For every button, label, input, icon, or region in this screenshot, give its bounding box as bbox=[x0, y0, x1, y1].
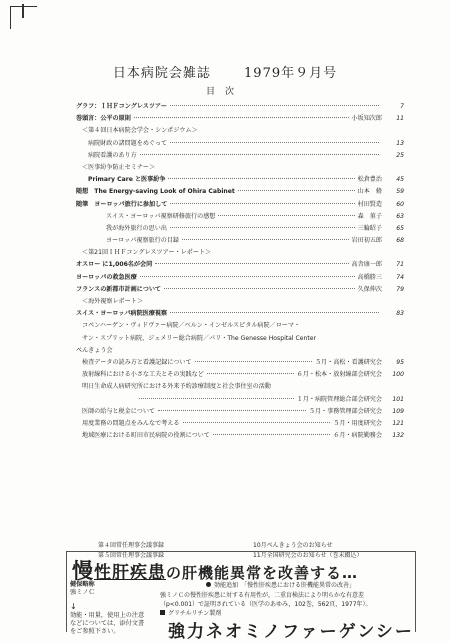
toc-page: 121 bbox=[392, 419, 404, 427]
page-header bbox=[0, 62, 450, 81]
toc-author: ５月・用度研究会 bbox=[333, 419, 382, 427]
toc-page: 59 bbox=[396, 188, 404, 196]
toc-author: ５月・高松・看護研究会 bbox=[314, 358, 382, 366]
toc-page: 11 bbox=[396, 115, 404, 123]
toc-leader bbox=[164, 288, 355, 289]
toc-entry bbox=[76, 394, 404, 406]
toc-page: 60 bbox=[396, 200, 404, 208]
toc-title: 医師の給与と税金について bbox=[82, 407, 156, 415]
toc-title: 随想 The Energy-saving Look of Ohira Cabinet bbox=[76, 188, 235, 196]
toc-entry bbox=[76, 101, 404, 113]
toc-author: 小坂知次郎 bbox=[351, 115, 382, 123]
toc-title: 病院財政の諸問題をめぐって bbox=[88, 139, 168, 147]
toc-entry bbox=[76, 199, 404, 211]
toc-title: 用度業務の問題点をみんなで考える bbox=[82, 419, 180, 427]
contents-heading: 目次 bbox=[205, 87, 244, 97]
toc-author: ６月・病院勤務会 bbox=[333, 432, 382, 440]
toc-page: 83 bbox=[396, 310, 404, 318]
toc-entry bbox=[76, 259, 404, 271]
toc-entry bbox=[76, 223, 404, 235]
toc-entry bbox=[76, 430, 404, 442]
toc-author: 三輪昭子 bbox=[357, 224, 382, 232]
toc-leader bbox=[134, 117, 349, 118]
toc-page: 45 bbox=[396, 176, 404, 184]
schedule-right: 10月ぺんきょう会のお知らせ bbox=[253, 542, 333, 549]
toc-author: 山本 脩 bbox=[357, 188, 382, 196]
toc-leader bbox=[170, 227, 355, 228]
toc-page: 65 bbox=[396, 224, 404, 232]
ad-brand: 強力ネオミノファーゲンシー bbox=[168, 622, 414, 642]
toc-entry bbox=[76, 369, 404, 381]
toc-title: 地域医療における町田市民病院の役割について bbox=[82, 432, 210, 440]
ad-body-2: （p<0.001）で証明されている（医学のあゆみ，102巻，562頁，1977年）。 bbox=[160, 601, 372, 608]
ad-maker-tag: グリチルリチン製剤 bbox=[160, 609, 221, 618]
bullet-icon bbox=[206, 582, 211, 587]
toc-author: 高橋勝三 bbox=[357, 273, 382, 281]
toc-entry bbox=[76, 406, 404, 418]
toc-title: 検査データの読み方と看護記録について bbox=[82, 358, 192, 366]
toc-section-label: ぺんきょう会 bbox=[76, 346, 113, 354]
toc-title: 我が海外旅行の思い出 bbox=[106, 224, 167, 232]
crop-mark bbox=[10, 6, 37, 29]
toc-section-label: ＜第21回ＩＨＦコングレスツアー・レポート＞ bbox=[82, 249, 212, 257]
toc-title: スイス・ヨーロッパ視察研修旅行の感想 bbox=[106, 212, 216, 220]
toc-entry bbox=[76, 235, 404, 247]
toc-entry bbox=[76, 174, 404, 186]
schedule-left: 第４回常任理事会議事録 bbox=[98, 542, 165, 549]
schedule-row bbox=[98, 541, 362, 551]
toc-entry bbox=[76, 272, 404, 284]
toc-title: オスロー に1,006名が会同 bbox=[76, 261, 153, 269]
toc-section-label: サン・スプリット病院，ジェメリー総合病院／パリ・The Genesse Hospital Center bbox=[82, 334, 317, 342]
toc-entry bbox=[76, 113, 404, 125]
toc-entry bbox=[76, 211, 404, 223]
schedule-left: 第５回常任理事会議事録 bbox=[98, 552, 165, 559]
ad-body-1: 強ミノＣの慢性肝疾患に対する有用性が，二重盲検法により明らかな有意差 bbox=[160, 592, 365, 599]
toc-title: ヨーロッパの救急医療 bbox=[76, 273, 137, 281]
arrow-down-icon: ↓ bbox=[70, 602, 77, 611]
toc-section-label: ＜医事紛争防止セミナー＞ bbox=[82, 163, 156, 171]
toc-page: 101 bbox=[392, 395, 404, 403]
toc-section-label: ＜第４回日本病院会学会・シンポジウム＞ bbox=[82, 127, 198, 135]
toc-entry bbox=[76, 284, 404, 296]
toc-page: 74 bbox=[396, 273, 404, 281]
toc-author: 岩田初五郎 bbox=[351, 237, 382, 245]
toc-page: 25 bbox=[396, 151, 404, 159]
toc-page: 79 bbox=[396, 285, 404, 293]
toc-title: ヨーロッパ視察旅行の目録 bbox=[106, 237, 180, 245]
toc-leader bbox=[139, 398, 294, 399]
toc-entry bbox=[76, 186, 404, 198]
toc-entry bbox=[76, 138, 404, 150]
toc-leader bbox=[170, 312, 379, 313]
toc-page: 71 bbox=[396, 261, 404, 269]
toc-leader bbox=[218, 215, 354, 216]
toc-author: ６月・松本・放射線部会研究会 bbox=[296, 371, 382, 379]
toc-entry bbox=[76, 308, 404, 320]
toc-section-label: コペンハーゲン・ヴィドヴァー病院／ベルン・インゼルスピタル病院／ローマ・ bbox=[82, 322, 301, 330]
toc-section-label: ＜海外視察レポート＞ bbox=[82, 298, 143, 305]
toc-author: 松倉豊治 bbox=[357, 176, 382, 184]
schedule-right: 11月全国研究会のお知らせ（巻末綴込） bbox=[253, 552, 363, 559]
toc-leader bbox=[195, 361, 312, 362]
toc-leader bbox=[183, 422, 331, 423]
toc-author: 高舎康一郎 bbox=[351, 261, 382, 269]
toc-entry bbox=[76, 357, 404, 369]
toc-author: ５月・事務管理部会研究会 bbox=[308, 407, 382, 415]
toc-leader bbox=[170, 203, 354, 204]
toc-title: 放射線科における小さな工夫とその実践など bbox=[82, 371, 204, 379]
square-bullet-icon bbox=[160, 610, 165, 615]
table-of-contents bbox=[76, 101, 404, 442]
toc-page: 132 bbox=[392, 432, 404, 440]
toc-author: １月・病院管理総合部会研究会 bbox=[296, 395, 382, 403]
toc-title: グラフ：ＩＨＦコングレスツアー bbox=[76, 103, 167, 110]
toc-title: スイス・ヨーロッパ病院医療視察 bbox=[76, 310, 168, 318]
toc-leader bbox=[170, 105, 379, 106]
toc-author: 村田賢造 bbox=[357, 200, 382, 208]
toc-leader bbox=[170, 142, 379, 143]
toc-leader bbox=[155, 263, 348, 264]
toc-page: 109 bbox=[392, 407, 404, 415]
toc-page: 68 bbox=[396, 237, 404, 245]
toc-leader bbox=[140, 154, 379, 155]
toc-author: 森 菫子 bbox=[357, 212, 382, 220]
toc-title: 病院看護のあり方 bbox=[88, 151, 137, 159]
toc-entry bbox=[76, 418, 404, 430]
advertisement bbox=[0, 551, 450, 642]
toc-page: 63 bbox=[396, 212, 404, 220]
toc-page: 13 bbox=[396, 139, 404, 147]
toc-leader bbox=[158, 410, 306, 411]
toc-leader bbox=[168, 178, 354, 179]
toc-page: 95 bbox=[396, 358, 404, 366]
toc-leader bbox=[238, 190, 355, 191]
toc-page: 7 bbox=[400, 103, 404, 110]
toc-leader bbox=[140, 276, 355, 277]
toc-leader bbox=[207, 373, 294, 374]
ad-insurance: 健保略称 強ミノＣ bbox=[70, 581, 95, 596]
toc-title: 随筆 ヨーロッパ旅行に参加して bbox=[76, 200, 168, 208]
toc-author: 久保伸次 bbox=[357, 285, 382, 293]
toc-entry bbox=[76, 150, 404, 162]
toc-leader bbox=[182, 239, 349, 240]
toc-leader bbox=[213, 434, 330, 435]
ad-effect: 効能追加 「慢性肝疾患における肝機能異常の改善」 bbox=[206, 581, 355, 590]
crop-mark-tick bbox=[22, 4, 24, 18]
toc-page: 100 bbox=[392, 371, 404, 379]
toc-title: Primary Care と医事紛争 bbox=[88, 176, 166, 184]
journal-title: 日本病院会雑誌 bbox=[112, 66, 211, 81]
toc-title: 巻頭言：公平の原則 bbox=[76, 115, 131, 123]
ad-headline: 慢性肝疾患の肝機能異常を改善する… bbox=[72, 559, 359, 583]
toc-section-label: 明日生命成人病研究所における外来予約診療制度と社会事住室の活動 bbox=[82, 383, 271, 391]
ad-cautions: ↓ 効能・用量，使用上の注意などについては，添付文書をご参照下さい。 bbox=[70, 602, 145, 635]
toc-title: フランスの新都市計画について bbox=[76, 285, 162, 293]
issue-date: 1979年９月号 bbox=[244, 66, 338, 81]
